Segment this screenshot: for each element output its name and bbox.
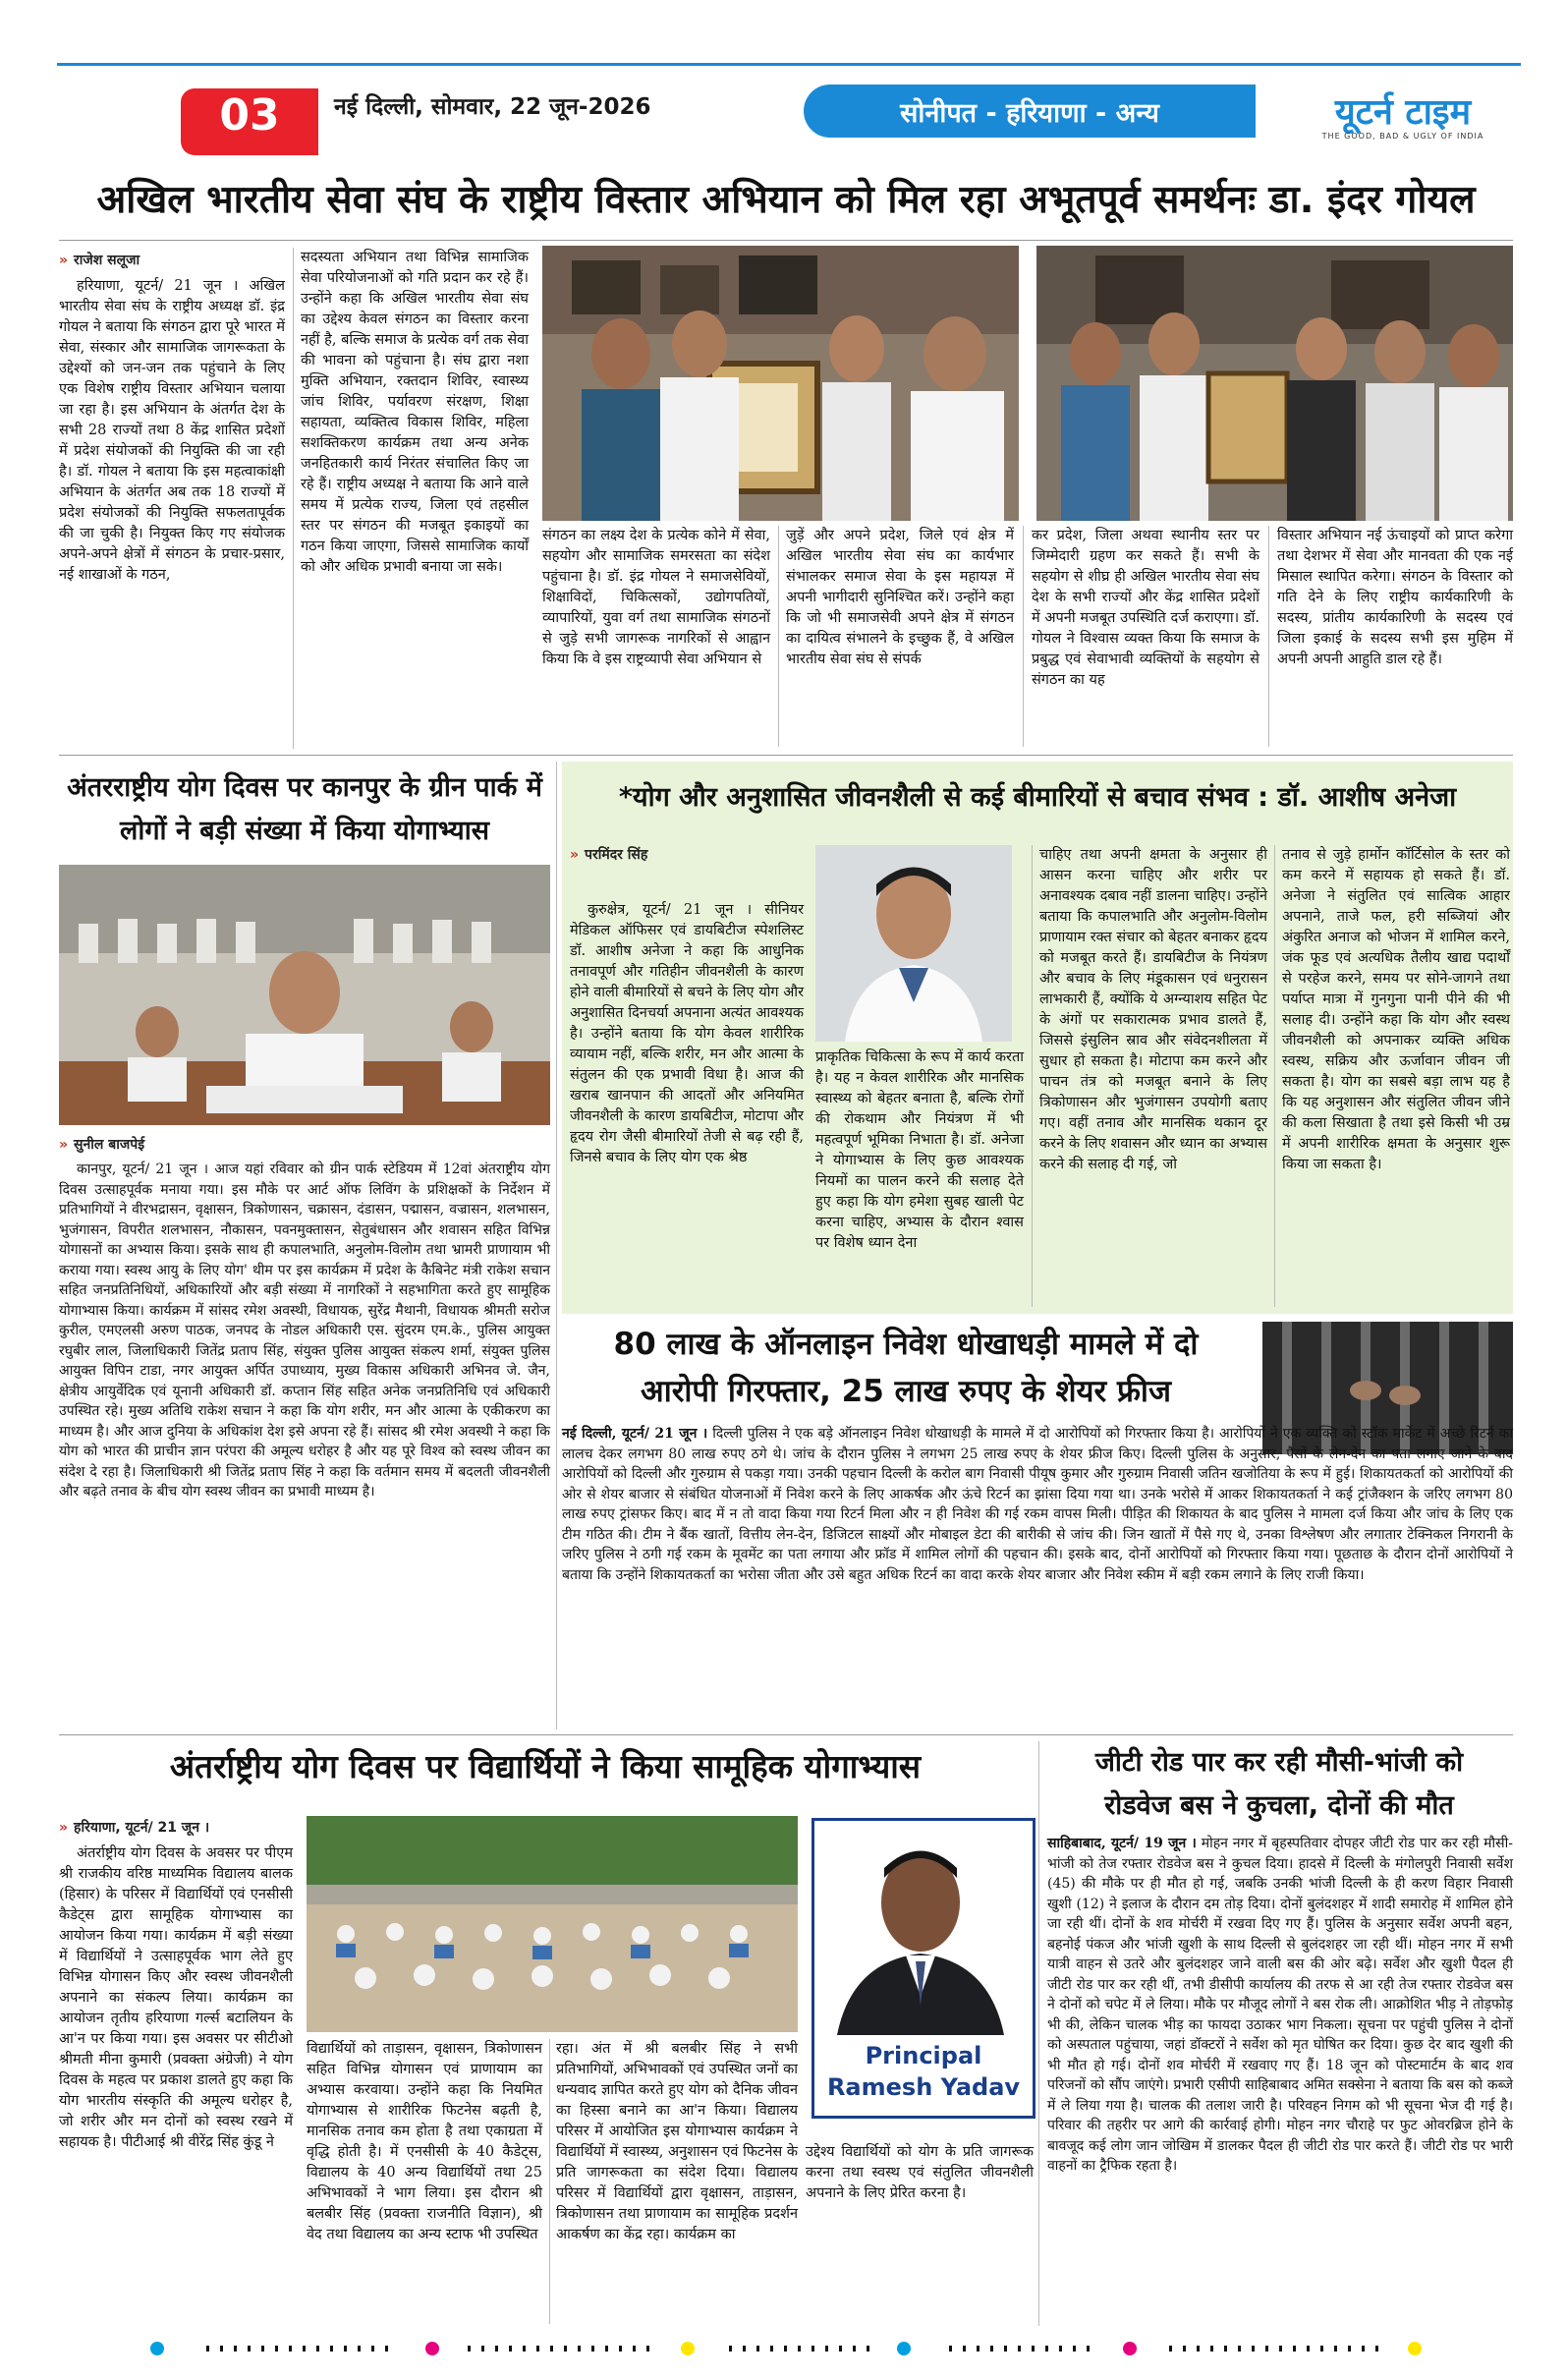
principal-portrait <box>817 1824 1024 2035</box>
article5-photo <box>307 1816 798 2032</box>
brand-logo: यूटर्न टाइम <box>1334 92 1472 133</box>
article5-byline: » हरियाणा, यूटर्न/ 21 जून । <box>59 1820 210 1836</box>
article1-photo-group <box>1036 246 1513 521</box>
article4-headline-line1: 80 लाख के ऑनलाइन निवेश धोखाधड़ी मामले में दो <box>613 1327 1199 1362</box>
column-divider <box>1038 1741 1039 2326</box>
footer-registration-marks <box>138 2339 1444 2358</box>
section-title: सोनीपत - हरियाणा - अन्य <box>900 98 1159 129</box>
article3-col4: तनाव से जुड़े हार्मोन कॉर्टिसोल के स्तर को कम करने में सहायक हो सकते हैं। डॉ. अनेजा ने संतुलित एवं सात्विक आहार अपनाने, ताजे फल, हरी सब्जियां और अंकुरित अनाज को भोजन में शामिल करने, जंक फूड एवं अत्यधिक तैलीय खाद्य पदार्थों से परहेज करने, समय पर सोने-जागने तथा पर्याप्त मात्रा में गुनगुना पानी पीने की भी सलाह दी। उन्होंने कहा कि योग और स्वस्थ जीवनशैली को अपनाकर व्यक्ति अधिक स्वस्थ, सक्रिय और ऊर्जावान जीवन जी सकता है। योग का सबसे बड़ा लाभ यह है कि यह अनुशासन और संतुलित जीवन जीने की कला सिखाता है तथा इसे किसी भी उम्र में अपनी शारीरिक क्षमता के अनुसार शुरू किया जा सकता है। <box>1282 847 1510 1172</box>
article1-col4: जुड़ें और अपने प्रदेश, जिले एवं क्षेत्र में अखिल भारतीय सेवा संघ का कार्यभार संभालकर समाज सेवा के इस महायज्ञ में अपनी भागीदारी सुनिश्चित करें। उन्होंने कहा कि जो भी समाजसेवी अपने क्षेत्र में संगठन का दायित्व संभालने के इच्छुक हैं, वे अखिल भारतीय सेवा संघ से संपर्क <box>786 528 1014 667</box>
article1-byline: » राजेश सलूजा <box>59 253 140 268</box>
byline-arrow-icon: » <box>59 1820 69 1836</box>
article4-headline-line2: आरोपी गिरफ्तार, 25 लाख रुपए के शेयर फ्रीज <box>641 1374 1171 1409</box>
group-photo <box>1036 246 1513 521</box>
article6-headline-line1: जीटी रोड पार कर रही मौसी-भांजी को <box>1094 1747 1464 1778</box>
color-registration-icon <box>138 2339 1444 2358</box>
section-divider <box>59 755 1513 756</box>
article3-photo <box>815 845 1012 1042</box>
column-divider <box>556 762 557 1729</box>
article3-headline: *योग और अनुशासित जीवनशैली से कई बीमारियों से बचाव संभव : डॉ. आशीष अनेजा <box>618 782 1457 813</box>
article3-col2: प्राकृतिक चिकित्सा के रूप में कार्य करता है। यह न केवल शारीरिक और मानसिक स्वास्थ्य को बेहतर बनाता है, बल्कि रोगों की रोकथाम और नियंत्रण में भी महत्वपूर्ण भूमिका निभाता है। डॉ. अनेजा ने योगाभ्यास के लिए कुछ आवश्यक नियमों का पालन करने की सलाह देते हुए कहा कि योग हमेशा सुबह खाली पेट करना चाहिए, अभ्यास के दौरान श्वास पर विशेष ध्यान देना <box>815 1049 1024 1251</box>
byline-arrow-icon: » <box>570 847 580 863</box>
article4-dateline: नई दिल्ली, यूटर्न/ 21 जून । <box>562 1426 708 1442</box>
article4-body: नई दिल्ली, यूटर्न/ 21 जून । दिल्ली पुलिस ने एक बड़े ऑनलाइन निवेश धोखाधड़ी के मामले में दो आरोपियों को गिरफ्तार किया है। आरोपियों ने एक व्यक्ति को स्टॉक मार्केट में अच्छे रिटर्न का लालच देकर लगभग 80 लाख रुपए ठगे थे। जांच के दौरान पुलिस ने लगभग 25 लाख रुपए के शेयर फ्रीज किए। दिल्ली पुलिस के अनुसार, पैसों के लेन-देन का पता लगाए जाने के बाद आरोपियों को दिल्ली और गुरुग्राम से पकड़ा गया। उनकी पहचान दिल्ली के करोल बाग निवासी पीयूष कुमार और गुरुग्राम निवासी जतिन खजोतिया के रूप में हुई। शिकायतकर्ता को आरोपियों की ओर से शेयर बाजार से संबंधित योजनाओं में निवेश करने के लिए आकर्षक और ऊंचे रिटर्न का झांसा दिया गया था। उनके भरोसे में आकर शिकायतकर्ता ने कई ट्रांजैक्शन के जरिए लगभग 80 लाख रुपए ट्रांसफर किए। बाद में न तो वादा किया गया रिटर्न मिला और न ही निवेश की गई रकम वापस मिली। पीड़ित की शिकायत के बाद पुलिस ने मामला दर्ज किया और जांच के लिए एक टीम गठित की। टीम ने बैंक खातों, वित्तीय लेन-देन, डिजिटल साक्ष्यों और मोबाइल डेटा की बारीकी से जांच की। जिन खातों में पैसे गए थे, उनका विश्लेषण और लगातार टेक्निकल निगरानी के जरिए पुलिस ने ठगी गई रकम के मूवमेंट का पता लगाया और फ्रॉड में शामिल लोगों की पहचान की। इसके बाद, दोनों आरोपियों को गिरफ्तार किया गया। पूछताछ के दौरान दोनों आरोपियों ने बताया कि उन्होंने शिकायतकर्ता का भरोसा जीता और उसे बहुत अधिक रिटर्न का वादा करके शेयर बाजार और निवेश स्कीम में बड़ी रकम लगाने के लिए राजी किया। <box>562 1426 1514 1583</box>
yoga-park-photo <box>59 865 550 1125</box>
article2-photo <box>59 865 550 1125</box>
column-divider <box>549 2039 550 2324</box>
article5-col3: रहा। अंत में श्री बलबीर सिंह ने सभी प्रतिभागियों, अभिभावकों एवं उपस्थित जनों का धन्यवाद ज्ञापित करते हुए योग को दैनिक जीवन का हिस्सा बनाने का आ'न किया। विद्यालय परिसर में आयोजित इस योगाभ्यास कार्यक्रम ने विद्यार्थियों में स्वास्थ्य, अनुशासन एवं फिटनेस के प्रति जागरूकता का संदेश दिया। विद्यालय परिसर में विद्यार्थियों द्वारा वृक्षासन, ताड़ासन, त्रिकोणासन तथा प्राणायाम का सामूहिक प्रदर्शन आकर्षण का केंद्र रहा। कार्यक्रम का <box>556 2041 798 2242</box>
brand-tagline: THE GOOD, BAD & UGLY OF INDIA <box>1321 132 1484 141</box>
ceremony-photo <box>542 246 1019 521</box>
byline-arrow-icon: » <box>59 1137 69 1153</box>
article1-col3: संगठन का लक्ष्य देश के प्रत्येक कोने में सेवा, सहयोग और सामाजिक समरसता का संदेश पहुंचाना है। डॉ. इंद्र गोयल ने समाजसेवियों, शिक्षाविदों, चिकित्सकों, उद्योगपतियों, व्यापारियों, युवा वर्ग तथा सामाजिक संगठनों से जुड़े सभी जागरूक नागरिकों से आह्वान किया कि वे इस राष्ट्रव्यापी सेवा अभियान से <box>542 528 770 667</box>
article1-headline: अखिल भारतीय सेवा संघ के राष्ट्रीय विस्तार अभियान को मिल रहा अभूतपूर्व समर्थनः डा. इंदर गोयल <box>96 178 1476 222</box>
dateline: नई दिल्ली, सोमवार, 22 जून-2026 <box>334 94 651 120</box>
article6-body: साहिबाबाद, यूटर्न/ 19 जून । मोहन नगर में बृहस्पतिवार दोपहर जीटी रोड पार कर रही मौसी-भांजी को तेज रफ्तार रोडवेज बस ने कुचल दिया। हादसे में दिल्ली के मंगोलपुरी निवासी सर्वेश (45) की मौके पर ही मौत हो गई, जबकि उनकी भांजी दिल्ली के ही करण विहार निवासी खुशी (12) ने इलाज के दौरान दम तोड़ दिया। दोनों बुलंदशहर में शादी समारोह में शामिल होने जा रही थीं। दोनों के शव मोर्चरी में रखवा दिए गए हैं। पुलिस के अनुसार सर्वेश अपनी बहन, बहनोई पंकज और भांजी खुशी के साथ दिल्ली से बुलंदशहर जा रही थीं। मोहन नगर में सभी यात्री वाहन से उतरे और बुलंदशहर जाने वाली बस की ओर बढ़े। सर्वेश और खुशी पैदल ही जीटी रोड पार कर रही थीं, तभी डीसीपी कार्यालय की तरफ से आ रही तेज रफ्तार रोडवेज बस ने दोनों को चपेट में ले लिया। मौके पर मौजूद लोगों ने बस रोक ली। आक्रोशित भीड़ ने तोड़फोड़ भी की, लेकिन चालक भीड़ का फायदा उठाकर भाग निकला। सूचना पर पहुंची पुलिस ने दोनों को अस्पताल पहुंचाया, जहां डॉक्टरों ने सर्वेश को मृत घोषित कर दिया। कुछ देर बाद खुशी की भी मौत हो गई। दोनों शव मोर्चरी में रखवाए गए हैं। 18 जून को पोस्टमार्टम के बाद शव परिजनों को सौंप जाएंगे। प्रभारी एसीपी साहिबाबाद अमित सक्सेना ने बताया कि बस को कब्जे में ले लिया गया है। चालक की तलाश जारी है। परिवहन निगम को भी सूचना भेज दी गई है। परिवार की तहरीर पर आगे की कार्रवाई होगी। मोहन नगर चौराहे पर फुट ओवरब्रिज होने के बावजूद कई लोग जान जोखिम में डालकर पैदल ही जीटी रोड पार करते हैं। जीटी रोड पर भारी वाहनों का ट्रैफिक रहता है। <box>1047 1836 1513 2174</box>
masthead <box>57 63 1521 161</box>
article6-dateline: साहिबाबाद, यूटर्न/ 19 जून । <box>1047 1836 1197 1851</box>
school-yoga-photo <box>307 1816 798 2032</box>
principal-caption-line2: Ramesh Yadav <box>826 2073 1021 2101</box>
article5-col1: अंतर्राष्ट्रीय योग दिवस के अवसर पर पीएम श्री राजकीय वरिष्ठ माध्यमिक विद्यालय बालक (हिसार) के परिसर में विद्यार्थियों एवं एनसीसी कैडेट्स द्वारा सामूहिक योगाभ्यास का आयोजन किया गया। कार्यक्रम में बड़ी संख्या में विद्यार्थियों ने उत्साहपूर्वक भाग लेते हुए विभिन्न योगासन किए और स्वस्थ जीवनशैली अपनाने का संकल्प लिया। कार्यक्रम का आयोजन तृतीय हरियाणा गर्ल्स बटालियन के आ'न पर किया गया। इस अवसर पर सीटीओ श्रीमती मीना कुमारी (प्रवक्ता अंग्रेजी) ने योग दिवस के महत्व पर प्रकाश डालते हुए कहा कि योग भारतीय संस्कृति की अमूल्य धरोहर है, जो शरीर और मन दोनों को स्वस्थ रखने में सहायक है। पीटीआई श्री वीरेंद्र सिंह कुंडू ने <box>59 1845 293 2150</box>
column-divider <box>778 526 779 747</box>
article2-headline: अंतरराष्ट्रीय योग दिवस पर कानपुर के ग्रीन पार्क में लोगों ने बड़ी संख्या में किया योगाभ्यास <box>67 772 542 846</box>
section-divider <box>59 1734 1513 1735</box>
column-divider <box>1032 845 1033 1307</box>
page-number: 03 <box>219 90 280 141</box>
article1-col1: हरियाणा, यूटर्न/ 21 जून । अखिल भारतीय सेवा संघ के राष्ट्रीय अध्यक्ष डॉ. इंद्र गोयल ने बताया कि संगठन द्वारा पूरे भारत में सेवा, संस्कार और सामाजिक जागरूकता के उद्देश्यों को जन-जन तक पहुंचाने के लिए एक विशेष राष्ट्रीय विस्तार अभियान चलाया जा रहा है। इस अभियान के अंतर्गत देश के सभी 28 राज्यों तथा 8 केंद्र शासित प्रदेशों में प्रदेश संयोजकों की नियुक्ति की जा रही है। डॉ. गोयल ने बताया कि इस महत्वाकांक्षी अभियान के अंतर्गत अब तक 18 राज्यों में प्रदेश संयोजकों की नियुक्ति सफलतापूर्वक की जा चुकी है। नियुक्त किए गए संयोजक अपने-अपने क्षेत्रों में संगठन के प्रचार-प्रसार, नई शाखाओं के गठन, <box>59 278 285 583</box>
article5-headline: अंतर्राष्ट्रीय योग दिवस पर विद्यार्थियों ने किया सामूहिक योगाभ्यास <box>169 1747 922 1785</box>
principal-caption-line1: Principal <box>865 2042 982 2069</box>
column-divider <box>1268 526 1269 747</box>
column-divider <box>293 248 294 749</box>
article1-photo-award <box>542 246 1019 521</box>
article1-col5: कर प्रदेश, जिला अथवा स्थानीय स्तर पर जिम्मेदारी ग्रहण कर सकते हैं। सभी के सहयोग से शीघ्र ही अखिल भारतीय सेवा संघ देश के सभी राज्यों और केंद्र शासित प्रदेशों में अपनी मजबूत उपस्थिति दर्ज कराएगा। डॉ. गोयल ने विश्वास व्यक्त किया कि समाज के प्रबुद्ध एवं सेवाभावी व्यक्तियों के सहयोग से संगठन का यह <box>1032 528 1259 688</box>
article1-col6: विस्तार अभियान नई ऊंचाइयों को प्राप्त करेगा तथा देशभर में सेवा और मानवता की एक नई मिसाल स्थापित करेगा। संगठन के विस्तार को गति देने के लिए राष्ट्रीय कार्यकारिणी के सदस्य, प्रांतीय कार्यकारिणी के सदस्य एवं जिला इकाई के सदस्य सभी इस मुहिम में अपनी अपनी आहुति डाल रहे हैं। <box>1277 528 1513 667</box>
byline-arrow-icon: » <box>59 253 69 268</box>
masthead-top-rule <box>57 63 1521 66</box>
article5-col4: उद्देश्य विद्यार्थियों को योग के प्रति जागरूक करना तथा स्वस्थ एवं संतुलित जीवनशैली अपनाने के लिए प्रेरित करना है। <box>806 2144 1034 2201</box>
article1-col2: सदस्यता अभियान तथा विभिन्न सामाजिक सेवा परियोजनाओं को गति प्रदान कर रहे हैं। उन्होंने कहा कि अखिल भारतीय सेवा संघ का उद्देश्य केवल संगठन का विस्तार करना नहीं है, बल्कि समाज के प्रत्येक वर्ग तक सेवा की भावना को पहुंचाना है। संघ द्वारा नशा मुक्ति अभियान, रक्तदान शिविर, स्वास्थ्य जांच शिविर, पर्यावरण संरक्षण, शिक्षा सहायता, व्यक्तित्व विकास शिविर, महिला सशक्तिकरण कार्यक्रम तथा अन्य अनेक जनहितकारी कार्य निरंतर संचालित किए जा रहे हैं। राष्ट्रीय अध्यक्ष ने बताया कि आने वाले समय में प्रत्येक राज्य, जिला एवं तहसील स्तर पर संगठन की मजबूत इकाइयों का गठन किया जाएगा, जिससे सामाजिक कार्यों को और अधिक प्रभावी बनाया जा सके। <box>301 250 529 575</box>
doctor-portrait <box>815 845 1012 1042</box>
article3-col1: कुरुक्षेत्र, यूटर्न/ 21 जून । सीनियर मेडिकल ऑफिसर एवं डायबिटीज स्पेशलिस्ट डॉ. आशीष अनेजा ने कहा कि आधुनिक तनावपूर्ण और गतिहीन जीवनशैली के कारण होने वाली बीमारियों से बचने के लिए योग और अनुशासित दिनचर्या अपनाना अत्यंत आवश्यक है। उन्होंने बताया कि योग केवल शारीरिक व्यायाम नहीं, बल्कि शरीर, मन और आत्मा के संतुलन की एक प्रभावी विधा है। आज की खराब खानपान की आदतों और अनियमित जीवनशैली के कारण डायबिटीज, मोटापा और हृदय रोग जैसी बीमारियों तेजी से बढ़ रही हैं, जिनसे बचाव के लिए योग एक श्रेष्ठ <box>570 902 804 1165</box>
article5-col2: विद्यार्थियों को ताड़ासन, वृक्षासन, त्रिकोणासन सहित विभिन्न योगासन एवं प्राणायाम का अभ्यास करवाया। उन्होंने कहा कि नियमित योगाभ्यास से शारीरिक फिटनेस बढ़ती है, मानसिक तनाव कम होता है तथा एकाग्रता में वृद्धि होती है। में एनसीसी के 40 कैडेट्स, विद्यालय के 40 अन्य विद्यार्थियों तथा 25 अभिभावकों ने भाग लिया। इस दौरान श्री बलबीर सिंह (प्रवक्ता राजनीति विज्ञान), श्री वेद तथा विद्यालय का अन्य स्टाफ भी उपस्थित <box>307 2041 542 2242</box>
article2-byline: » सुनील बाजपेई <box>59 1137 145 1153</box>
principal-photo <box>817 1824 1024 2035</box>
article1-rule <box>59 240 1513 241</box>
column-divider <box>1023 526 1024 747</box>
column-divider <box>1274 845 1275 1307</box>
article2-body: कानपुर, यूटर्न/ 21 जून । आज यहां रविवार को ग्रीन पार्क स्टेडियम में 12वां अंतराष्ट्रीय योग दिवस उत्साहपूर्वक मनाया गया। इस मौके पर आर्ट ऑफ लिविंग के प्रशिक्षकों के निर्देशन में प्रतिभागियों ने वीरभद्रासन, वृक्षासन, त्रिकोणासन, चक्रासन, दंडासन, पद्मासन, वज्रासन, शलभासन, भुजंगासन, विपरीत शलभासन, नौकासन, पवनमुक्तासन, सेतुबंधासन और शवासन सहित विभिन्न योगासनों का अभ्यास किया। इसके साथ ही कपालभाति, अनुलोम-विलोम तथा भ्रामरी प्राणायाम भी कराया गया। स्वस्थ आयु के लिए योग' थीम पर इस कार्यक्रम में प्रदेश के कैबिनेट मंत्री राकेश सचान सहित जनप्रतिनिधियों, अधिकारियों और बड़ी संख्या में नागरिकों ने सहभागिता करते हुए सामूहिक योगाभ्यास किया। कार्यक्रम में सांसद रमेश अवस्थी, विधायक, सुरेंद्र मैथानी, विधायक श्रीमती सरोज कुरील, एमएलसी अरुण पाठक, जनपद के नोडल अधिकारी एस. सुंदरम एम.के., पुलिस आयुक्त रघुबीर लाल, जिलाधिकारी जितेंद्र प्रताप सिंह, संयुक्त पुलिस आयुक्त संकल्प शर्मा, संयुक्त पुलिस आयुक्त विपिन टाडा, नगर आयुक्त अर्पित उपाध्याय, मुख्य विकास अधिकारी अभिनव जे. जैन, क्षेत्रीय आयुर्वेदिक एवं यूनानी अधिकारी डॉ. कप्तान सिंह सहित अनेक जनप्रतिनिधि एवं अधिकारी उपस्थित रहे। मुख्य अतिथि राकेश सचान ने कहा कि योग शरीर, मन और आत्मा के एकीकरण का माध्यम है। और आज दुनिया के अधिकांश देश इसे अपना रहे हैं। सांसद श्री रमेश अवस्थी ने कहा कि योग को भारत की प्राचीन ज्ञान परंपरा की अमूल्य धरोहर है और यह पूरे विश्व को स्वस्थ जीवन का संदेश दे रहा है। जिलाधिकारी श्री जितेंद्र प्रताप सिंह ने कहा कि वर्तमान समय में बदलती जीवनशैली और बढ़ते तनाव के बीच योग स्वस्थ जीवन का प्रभावी माध्यम है। <box>59 1162 550 1500</box>
article3-byline: » परमिंदर सिंह <box>570 847 648 863</box>
article3-col3: चाहिए तथा अपनी क्षमता के अनुसार ही आसन करना चाहिए और शरीर पर अनावश्यक दबाव नहीं डालना चाहिए। उन्होंने बताया कि कपालभाति और अनुलोम-विलोम प्राणायाम रक्त संचार को बेहतर बनाकर हृदय को मजबूत करते हैं। डायबिटीज के नियंत्रण और बचाव के लिए मंडूकासन एवं धनुरासन लाभकारी हैं, क्योंकि ये अग्न्याशय सहित पेट के अंगों पर सकारात्मक प्रभाव डालते हैं, जिससे इंसुलिन स्राव और संवेदनशीलता में सुधार हो सकता है। मोटापा कम करने और पाचन तंत्र को मजबूत बनाने के लिए त्रिकोणासन और भुजंगासन उपयोगी बताए गए। वहीं तनाव और मानसिक थकान दूर करने के लिए शवासन और ध्यान का अभ्यास करने की सलाह दी गई, जो <box>1039 847 1267 1172</box>
article6-headline-line2: रोडवेज बस ने कुचला, दोनों की मौत <box>1104 1790 1454 1821</box>
